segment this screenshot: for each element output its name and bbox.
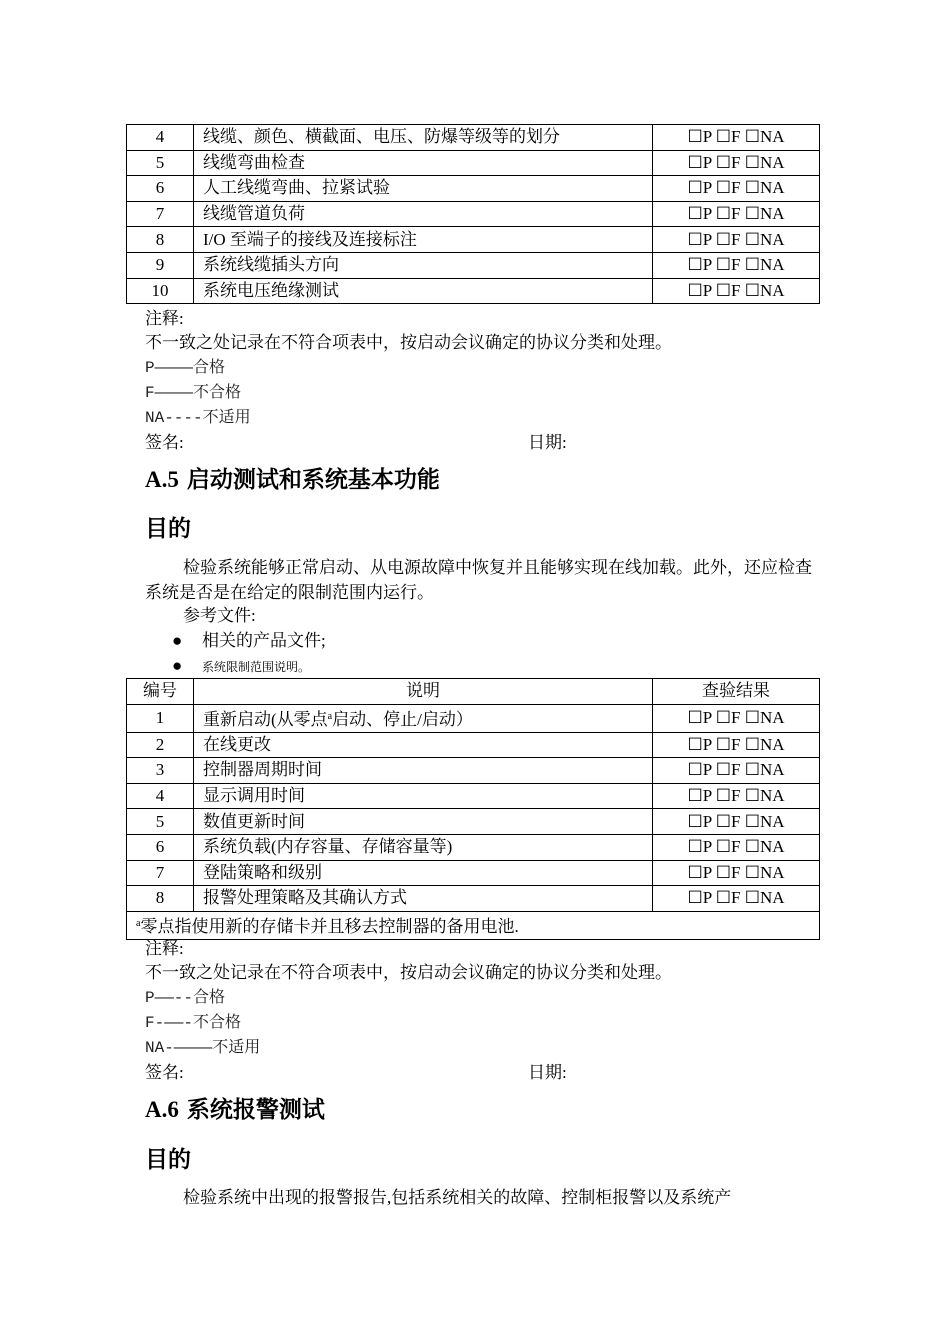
row-number: 10 <box>127 278 194 304</box>
row-number: 5 <box>127 150 194 176</box>
row-description: 数值更新时间 <box>194 809 653 835</box>
row-number: 2 <box>127 732 194 758</box>
table-row <box>127 732 820 758</box>
section-heading-a6: A.6 系统报警测试 <box>145 1097 325 1123</box>
notes-text: 不一致之处记录在不符合项表中，按启动会议确定的协议分类和处理。 <box>145 333 672 352</box>
legend-pass: P——--合格 <box>145 989 226 1007</box>
row-result-checkboxes: ☐P ☐F ☐NA <box>653 176 820 202</box>
row-description: 线缆弯曲检查 <box>194 150 653 176</box>
bullet-item: ● 系统限制范围说明。 <box>172 656 311 675</box>
purpose-paragraph: 检验系统中出现的报警报告,包括系统相关的故障、控制柜报警以及系统产 <box>183 1188 732 1207</box>
row-result-checkboxes: ☐P ☐F ☐NA <box>653 704 820 732</box>
row-description: 系统线缆插头方向 <box>194 252 653 278</box>
notes-text: 不一致之处记录在不符合项表中，按启动会议确定的协议分类和处理。 <box>145 963 672 982</box>
purpose-paragraph: 检验系统能够正常启动、从电源故障中恢复并且能够实现在线加载。此外，还应检查系统是否是在给定的限制范围内运行。 <box>145 558 812 602</box>
row-number: 7 <box>127 860 194 886</box>
section-heading-a5: A.5 启动测试和系统基本功能 <box>145 467 440 493</box>
row-result-checkboxes: ☐P ☐F ☐NA <box>653 150 820 176</box>
row-number: 5 <box>127 809 194 835</box>
row-result-checkboxes: ☐P ☐F ☐NA <box>653 834 820 860</box>
row-result-checkboxes: ☐P ☐F ☐NA <box>653 783 820 809</box>
row-number: 9 <box>127 252 194 278</box>
row-result-checkboxes: ☐P ☐F ☐NA <box>653 758 820 784</box>
header-result: 查验结果 <box>653 679 820 705</box>
row-number: 7 <box>127 201 194 227</box>
legend-pass: P————合格 <box>145 359 226 377</box>
row-description: 线缆、颜色、横截面、电压、防爆等级等的划分 <box>194 125 653 151</box>
table-row <box>127 227 820 253</box>
row-description: 系统电压绝缘测试 <box>194 278 653 304</box>
table-row <box>127 278 820 304</box>
table-row <box>127 860 820 886</box>
row-number: 1 <box>127 704 194 732</box>
row-description: 登陆策略和级别 <box>194 860 653 886</box>
row-result-checkboxes: ☐P ☐F ☐NA <box>653 227 820 253</box>
table-row <box>127 886 820 912</box>
signature-label: 签名: <box>145 433 184 452</box>
row-description: 线缆管道负荷 <box>194 201 653 227</box>
row-description: 控制器周期时间 <box>194 758 653 784</box>
inspection-table-1 <box>126 124 820 304</box>
table-footnote-row <box>127 911 820 939</box>
table-header-row <box>127 679 820 705</box>
notes-title: 注释: <box>145 309 184 328</box>
table-row <box>127 834 820 860</box>
row-result-checkboxes: ☐P ☐F ☐NA <box>653 860 820 886</box>
table-row <box>127 150 820 176</box>
table-footnote: $^a$零点指使用新的存储卡并且移去控制器的备用电池. <box>127 911 820 939</box>
footnote-marker: a <box>136 917 141 929</box>
header-description: 说明 <box>194 679 653 705</box>
date-label: 日期: <box>528 433 567 452</box>
row-number: 4 <box>127 783 194 809</box>
table-row <box>127 252 820 278</box>
row-description: 重新启动(从零点$^a$启动、停止/启动） <box>194 704 653 732</box>
row-description: 显示调用时间 <box>194 783 653 809</box>
row-number: 6 <box>127 176 194 202</box>
row-description: I/O 至端子的接线及连接标注 <box>194 227 653 253</box>
row-result-checkboxes: ☐P ☐F ☐NA <box>653 201 820 227</box>
legend-na: NA-————不适用 <box>145 1039 261 1057</box>
footnote-marker: a <box>327 710 333 722</box>
row-number: 4 <box>127 125 194 151</box>
table-row <box>127 125 820 151</box>
reference-label: 参考文件: <box>183 606 256 625</box>
signature-label: 签名: <box>145 1063 184 1082</box>
row-description: 在线更改 <box>194 732 653 758</box>
row-result-checkboxes: ☐P ☐F ☐NA <box>653 809 820 835</box>
row-result-checkboxes: ☐P ☐F ☐NA <box>653 278 820 304</box>
inspection-table-2 <box>126 678 820 940</box>
legend-fail: F-——-不合格 <box>145 1014 242 1032</box>
row-description: 报警处理策略及其确认方式 <box>194 886 653 912</box>
legend-fail: F————不合格 <box>145 384 242 402</box>
legend-na: NA----不适用 <box>145 409 251 427</box>
table-row <box>127 704 820 732</box>
date-label: 日期: <box>528 1063 567 1082</box>
header-number: 编号 <box>127 679 194 705</box>
row-result-checkboxes: ☐P ☐F ☐NA <box>653 252 820 278</box>
row-result-checkboxes: ☐P ☐F ☐NA <box>653 732 820 758</box>
row-result-checkboxes: ☐P ☐F ☐NA <box>653 125 820 151</box>
row-number: 8 <box>127 227 194 253</box>
table-row <box>127 176 820 202</box>
row-number: 3 <box>127 758 194 784</box>
purpose-heading: 目的 <box>145 516 191 542</box>
row-description: 人工线缆弯曲、拉紧试验 <box>194 176 653 202</box>
row-number: 8 <box>127 886 194 912</box>
table-row <box>127 783 820 809</box>
table-row <box>127 758 820 784</box>
row-result-checkboxes: ☐P ☐F ☐NA <box>653 886 820 912</box>
table-row <box>127 201 820 227</box>
table-row <box>127 809 820 835</box>
purpose-heading: 目的 <box>145 1147 191 1173</box>
row-description: 系统负载(内存容量、存储容量等) <box>194 834 653 860</box>
row-number: 6 <box>127 834 194 860</box>
notes-title: 注释: <box>145 939 184 958</box>
bullet-item: ● 相关的产品文件; <box>172 631 326 650</box>
